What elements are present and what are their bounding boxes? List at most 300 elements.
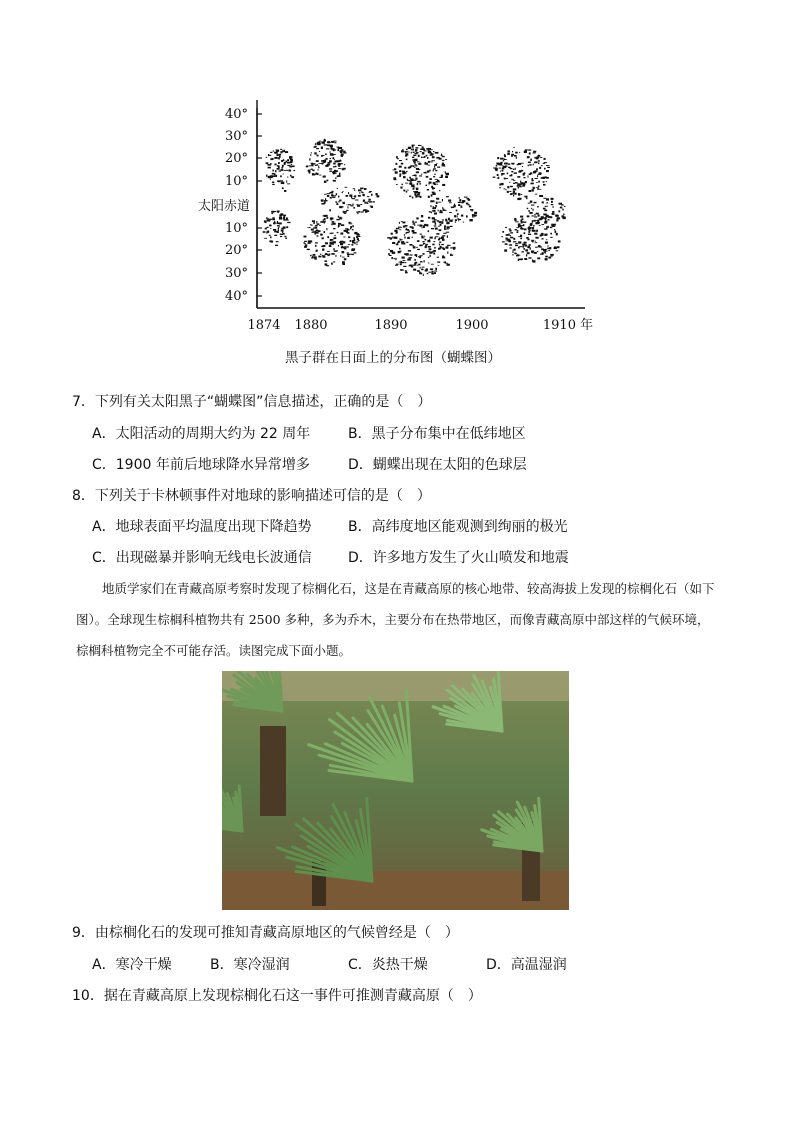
- sunspot-mark: [417, 183, 418, 185]
- sunspot-mark: [527, 156, 529, 158]
- sunspot-mark: [515, 182, 518, 184]
- sunspot-mark: [334, 250, 337, 252]
- sunspot-mark: [339, 163, 341, 164]
- sunspot-mark: [306, 244, 307, 245]
- sunspot-mark: [316, 230, 318, 232]
- sunspot-mark: [542, 177, 545, 179]
- sunspot-mark: [335, 255, 336, 257]
- sunspot-mark: [521, 163, 524, 164]
- sunspot-mark: [453, 242, 456, 244]
- sunspot-mark: [418, 155, 420, 157]
- sunspot-mark: [412, 245, 414, 246]
- sunspot-mark: [312, 256, 313, 258]
- sunspot-mark: [362, 194, 364, 196]
- sunspot-mark: [423, 226, 425, 228]
- sunspot-mark: [446, 173, 449, 175]
- sunspot-mark: [539, 195, 542, 197]
- sunspot-mark: [272, 170, 274, 172]
- figure-caption: 黑子群在日面上的分布图（蝴蝶图）: [285, 350, 501, 366]
- sunspot-mark: [346, 195, 349, 197]
- sunspot-mark: [310, 154, 311, 155]
- sunspot-mark: [344, 211, 347, 212]
- sunspot-mark: [470, 209, 473, 210]
- sunspot-mark: [396, 244, 399, 246]
- sunspot-mark: [502, 231, 504, 233]
- sunspot-mark: [333, 228, 335, 229]
- sunspot-mark: [356, 244, 358, 245]
- sunspot-mark: [426, 176, 429, 178]
- sunspot-mark: [393, 170, 395, 171]
- sunspot-mark: [511, 163, 514, 165]
- sunspot-mark: [429, 178, 432, 180]
- sunspot-mark: [541, 177, 543, 179]
- sunspot-mark: [411, 226, 413, 228]
- sunspot-mark: [356, 233, 360, 234]
- sunspot-mark: [498, 177, 499, 179]
- sunspot-mark: [396, 184, 398, 185]
- sunspot-mark: [428, 263, 430, 264]
- sunspot-mark: [450, 220, 452, 222]
- sunspot-mark: [414, 159, 417, 161]
- sunspot-mark: [365, 211, 368, 213]
- sunspot-mark: [427, 273, 429, 274]
- sunspot-mark: [286, 180, 287, 182]
- sunspot-mark: [510, 237, 513, 239]
- sunspot-mark: [280, 149, 282, 150]
- sunspot-mark: [533, 151, 536, 153]
- sunspot-mark: [329, 168, 332, 169]
- sunspot-mark: [413, 223, 416, 225]
- sunspot-mark: [404, 167, 406, 169]
- sunspot-mark: [281, 160, 284, 161]
- sunspot-mark: [559, 218, 561, 219]
- sunspot-mark: [268, 155, 271, 156]
- sunspot-mark: [416, 147, 419, 148]
- sunspot-mark: [357, 205, 360, 207]
- sunspot-mark: [277, 231, 279, 232]
- sunspot-mark: [394, 179, 397, 180]
- sunspot-mark: [436, 202, 438, 204]
- sunspot-mark: [278, 162, 280, 164]
- sunspot-mark: [272, 158, 273, 160]
- sunspot-mark: [504, 154, 506, 155]
- sunspot-mark: [536, 213, 539, 215]
- sunspot-mark: [540, 157, 542, 158]
- sunspot-mark: [362, 192, 363, 193]
- sunspot-mark: [537, 230, 538, 232]
- sunspot-mark: [545, 256, 548, 258]
- sunspot-mark: [367, 196, 370, 197]
- sunspot-mark: [275, 175, 277, 177]
- sunspot-mark: [422, 241, 424, 242]
- sunspot-mark: [518, 223, 521, 225]
- sunspot-mark: [312, 173, 314, 175]
- sunspot-mark: [314, 233, 316, 235]
- sunspot-mark: [429, 170, 430, 172]
- palm-illustration: [222, 671, 569, 910]
- sunspot-mark: [418, 264, 420, 266]
- sunspot-mark: [539, 167, 541, 169]
- sunspot-mark: [525, 149, 527, 150]
- sunspot-mark: [414, 167, 415, 168]
- sunspot-mark: [274, 235, 277, 236]
- sunspot-mark: [345, 187, 348, 188]
- sunspot-mark: [395, 258, 396, 260]
- sunspot-mark: [351, 205, 354, 206]
- sunspot-mark: [439, 242, 441, 243]
- sunspot-mark: [413, 152, 415, 153]
- sunspot-mark: [524, 183, 525, 184]
- sunspot-mark: [347, 254, 350, 255]
- sunspot-mark: [513, 238, 515, 240]
- sunspot-mark: [316, 148, 319, 149]
- sunspot-mark: [493, 177, 496, 178]
- sunspot-mark: [440, 224, 441, 226]
- sunspot-mark: [524, 151, 527, 153]
- sunspot-mark: [505, 227, 507, 228]
- sunspot-mark: [521, 194, 522, 195]
- sunspot-mark: [421, 148, 424, 150]
- sunspot-mark: [505, 189, 506, 190]
- sunspot-mark: [343, 237, 345, 238]
- sunspot-mark: [531, 183, 534, 185]
- sunspot-mark: [405, 270, 407, 272]
- sunspot-mark: [400, 251, 402, 252]
- sunspot-mark: [432, 210, 435, 212]
- sunspot-mark: [291, 164, 292, 165]
- sunspot-mark: [529, 164, 531, 166]
- sunspot-mark: [431, 149, 433, 150]
- sunspot-mark: [432, 244, 434, 246]
- sunspot-mark: [332, 244, 334, 245]
- sunspot-mark: [338, 165, 340, 167]
- sunspot-mark: [438, 210, 439, 212]
- sunspot-mark: [433, 250, 436, 252]
- sunspot-mark: [314, 256, 317, 258]
- sunspot-mark: [534, 161, 537, 163]
- sunspot-mark: [285, 220, 288, 221]
- sunspot-mark: [334, 235, 335, 236]
- sunspot-mark: [536, 168, 538, 170]
- sunspot-mark: [342, 251, 345, 253]
- sunspot-mark: [417, 161, 420, 162]
- sunspot-mark: [334, 161, 337, 163]
- sunspot-mark: [269, 235, 271, 236]
- sunspot-mark: [316, 223, 319, 224]
- sunspot-mark: [538, 172, 541, 174]
- sunspot-mark: [552, 226, 555, 227]
- sunspot-mark: [312, 232, 315, 233]
- sunspot-mark: [415, 178, 417, 180]
- sunspot-mark: [311, 229, 314, 231]
- sunspot-mark: [533, 225, 534, 227]
- sunspot-mark: [534, 202, 535, 204]
- sunspot-mark: [547, 248, 551, 250]
- sunspot-mark: [500, 171, 501, 172]
- sunspot-mark: [412, 197, 414, 199]
- sunspot-mark: [269, 240, 272, 242]
- sunspot-mark: [528, 231, 530, 233]
- sunspot-mark: [557, 246, 560, 248]
- sunspot-mark: [503, 159, 505, 160]
- sunspot-mark: [320, 234, 322, 236]
- sunspot-mark: [426, 185, 428, 186]
- sunspot-mark: [442, 239, 445, 241]
- sunspot-mark: [391, 233, 393, 235]
- sunspot-mark: [495, 167, 497, 168]
- sunspot-mark: [419, 183, 421, 184]
- sunspot-mark: [429, 248, 431, 250]
- sunspot-mark: [514, 173, 517, 174]
- sunspot-mark: [308, 243, 311, 244]
- sunspot-mark: [321, 147, 323, 149]
- sunspot-mark: [538, 160, 540, 161]
- sunspot-mark: [552, 206, 553, 207]
- sunspot-mark: [324, 231, 326, 233]
- sunspot-mark: [281, 169, 284, 171]
- sunspot-mark: [264, 238, 267, 239]
- sunspot-mark: [410, 180, 412, 182]
- sunspot-mark: [418, 169, 420, 170]
- sunspot-mark: [342, 168, 345, 170]
- sunspot-mark: [562, 209, 563, 211]
- sunspot-mark: [516, 157, 517, 159]
- sunspot-mark: [430, 255, 431, 257]
- sunspot-mark: [510, 193, 512, 195]
- sunspot-mark: [558, 210, 560, 212]
- sunspot-mark: [316, 160, 319, 162]
- sunspot-mark: [532, 178, 534, 180]
- sunspot-mark: [418, 192, 420, 194]
- sunspot-mark: [435, 205, 437, 207]
- sunspot-mark: [519, 246, 522, 247]
- sunspot-mark: [421, 215, 423, 217]
- sunspot-mark: [525, 245, 527, 247]
- sunspot-mark: [359, 211, 361, 213]
- sunspot-mark: [327, 195, 329, 197]
- sunspot-mark: [356, 212, 358, 213]
- sunspot-mark: [536, 157, 539, 159]
- sunspot-mark: [509, 244, 512, 245]
- sunspot-mark: [346, 246, 349, 247]
- sunspot-mark: [405, 233, 406, 234]
- sunspot-mark: [281, 182, 285, 184]
- sunspot-mark: [278, 212, 279, 213]
- sunspot-mark: [435, 152, 437, 153]
- sunspot-mark: [409, 230, 410, 232]
- sunspot-mark: [423, 274, 424, 276]
- sunspot-mark: [401, 239, 402, 241]
- sunspot-mark: [330, 151, 331, 152]
- sunspot-mark: [410, 178, 413, 179]
- sunspot-mark: [421, 174, 422, 175]
- sunspot-mark: [327, 193, 330, 194]
- sunspot-mark: [409, 265, 412, 267]
- sunspot-mark: [282, 230, 284, 231]
- sunspot-mark: [340, 243, 343, 245]
- sunspot-mark: [431, 264, 434, 265]
- sunspot-mark: [338, 196, 339, 198]
- sunspot-mark: [340, 255, 341, 256]
- sunspot-mark: [514, 218, 516, 220]
- sunspot-mark: [336, 250, 338, 251]
- sunspot-mark: [436, 157, 439, 159]
- sunspot-mark: [277, 157, 280, 159]
- sunspot-mark: [552, 213, 555, 215]
- sunspot-mark: [500, 184, 503, 185]
- sunspot-mark: [523, 245, 525, 247]
- sunspot-mark: [407, 259, 411, 261]
- sunspot-mark: [532, 209, 533, 211]
- question-8-stem: 8．下列关于卡林顿事件对地球的影响描述可信的是（ ）: [72, 488, 431, 504]
- sunspot-mark: [403, 260, 406, 261]
- sunspot-mark: [312, 163, 315, 165]
- sunspot-mark: [324, 144, 328, 145]
- sunspot-mark: [335, 178, 336, 179]
- sunspot-mark: [413, 161, 414, 163]
- sunspot-mark: [423, 225, 426, 226]
- sunspot-mark: [424, 150, 426, 151]
- sunspot-mark: [428, 161, 431, 163]
- sunspot-mark: [270, 158, 272, 160]
- sunspot-mark: [307, 249, 310, 250]
- sunspot-mark: [536, 158, 539, 159]
- sunspot-mark: [315, 225, 318, 226]
- sunspot-mark: [287, 162, 290, 164]
- sunspot-mark: [372, 201, 375, 202]
- sunspot-mark: [450, 254, 452, 255]
- sunspot-mark: [272, 184, 275, 185]
- q9-option-b: B．寒冷湿润: [210, 957, 290, 973]
- sunspot-mark: [324, 181, 327, 183]
- sunspot-mark: [304, 243, 306, 244]
- sunspot-mark: [338, 168, 341, 169]
- sunspot-mark: [357, 213, 358, 214]
- sunspot-mark: [278, 227, 279, 228]
- sunspot-mark: [399, 160, 402, 161]
- x-label: 1900: [455, 318, 489, 333]
- sunspot-mark: [341, 206, 343, 207]
- sunspot-mark: [532, 230, 535, 232]
- sunspot-mark: [273, 222, 276, 224]
- palm-photo: [222, 671, 569, 910]
- sunspot-mark: [392, 242, 395, 244]
- sunspot-mark: [277, 225, 280, 226]
- sunspot-mark: [540, 235, 541, 236]
- sunspot-mark: [331, 147, 333, 149]
- sunspot-mark: [466, 215, 468, 217]
- sunspot-mark: [443, 233, 446, 234]
- sunspot-mark: [435, 223, 437, 225]
- sunspot-mark: [535, 178, 538, 179]
- x-label: 1874: [247, 318, 281, 333]
- sunspot-mark: [454, 215, 456, 217]
- sunspot-mark: [554, 246, 557, 248]
- sunspot-mark: [437, 220, 440, 222]
- sunspot-mark: [408, 147, 411, 149]
- sunspot-mark: [369, 201, 372, 203]
- sunspot-mark: [411, 165, 414, 166]
- sunspot-mark: [420, 261, 423, 262]
- sunspot-mark: [518, 259, 519, 261]
- sunspot-mark: [544, 210, 547, 212]
- sunspot-mark: [344, 152, 347, 153]
- sunspot-mark: [497, 174, 499, 176]
- sunspot-mark: [527, 246, 530, 248]
- sunspot-mark: [281, 167, 283, 168]
- sunspot-mark: [444, 225, 446, 227]
- sunspot-mark: [521, 218, 523, 220]
- sunspot-mark: [286, 218, 288, 220]
- sunspot-mark: [442, 164, 445, 166]
- sunspot-mark: [316, 172, 317, 174]
- sunspot-mark: [419, 256, 421, 258]
- sunspot-mark: [431, 273, 434, 275]
- sunspot-mark: [418, 225, 419, 226]
- sunspot-mark: [531, 205, 534, 206]
- sunspot-mark: [535, 170, 538, 171]
- sunspot-mark: [399, 248, 401, 250]
- sunspot-mark: [552, 211, 554, 213]
- sunspot-mark: [344, 246, 346, 248]
- sunspot-mark: [309, 227, 311, 228]
- sunspot-mark: [409, 257, 412, 258]
- sunspot-mark: [539, 225, 541, 226]
- sunspot-mark: [529, 190, 532, 192]
- sunspot-mark: [344, 230, 347, 232]
- sunspot-mark: [371, 194, 373, 196]
- sunspot-mark: [461, 215, 463, 217]
- sunspot-mark: [266, 232, 267, 234]
- sunspot-mark: [399, 229, 401, 230]
- sunspot-mark: [434, 184, 436, 185]
- sunspot-mark: [535, 222, 538, 224]
- sunspot-mark: [515, 168, 516, 170]
- sunspot-mark: [545, 206, 548, 207]
- reading-passage: [76, 573, 716, 666]
- sunspot-mark: [442, 156, 445, 157]
- sunspot-mark: [433, 168, 436, 169]
- sunspot-mark: [528, 228, 530, 229]
- sunspot-mark: [399, 262, 402, 263]
- sunspot-mark: [539, 246, 542, 247]
- sunspot-mark: [285, 238, 287, 239]
- sunspot-mark: [544, 162, 547, 163]
- sunspot-mark: [435, 237, 436, 239]
- sunspot-mark: [310, 224, 311, 225]
- sunspot-mark: [356, 236, 358, 238]
- sunspot-mark: [342, 202, 345, 204]
- sunspot-mark: [551, 201, 553, 203]
- question-9-stem: 9．由棕榈化石的发现可推知青藏高原地区的气候曾经是（ ）: [72, 925, 459, 941]
- sunspot-mark: [323, 163, 324, 164]
- sunspot-mark: [327, 254, 329, 256]
- sunspot-mark: [472, 216, 473, 217]
- sunspot-mark: [288, 170, 291, 172]
- sunspot-mark: [527, 239, 529, 241]
- sunspot-mark: [337, 203, 339, 205]
- sunspot-mark: [440, 247, 441, 249]
- sunspot-mark: [441, 222, 443, 224]
- sunspot-mark: [420, 220, 423, 222]
- sunspot-mark: [419, 245, 422, 247]
- sunspot-mark: [354, 195, 356, 197]
- sunspot-mark: [439, 244, 440, 246]
- sunspot-mark: [367, 210, 369, 212]
- sunspot-mark: [396, 156, 398, 158]
- sunspot-mark: [347, 206, 348, 208]
- sunspot-mark: [333, 195, 336, 196]
